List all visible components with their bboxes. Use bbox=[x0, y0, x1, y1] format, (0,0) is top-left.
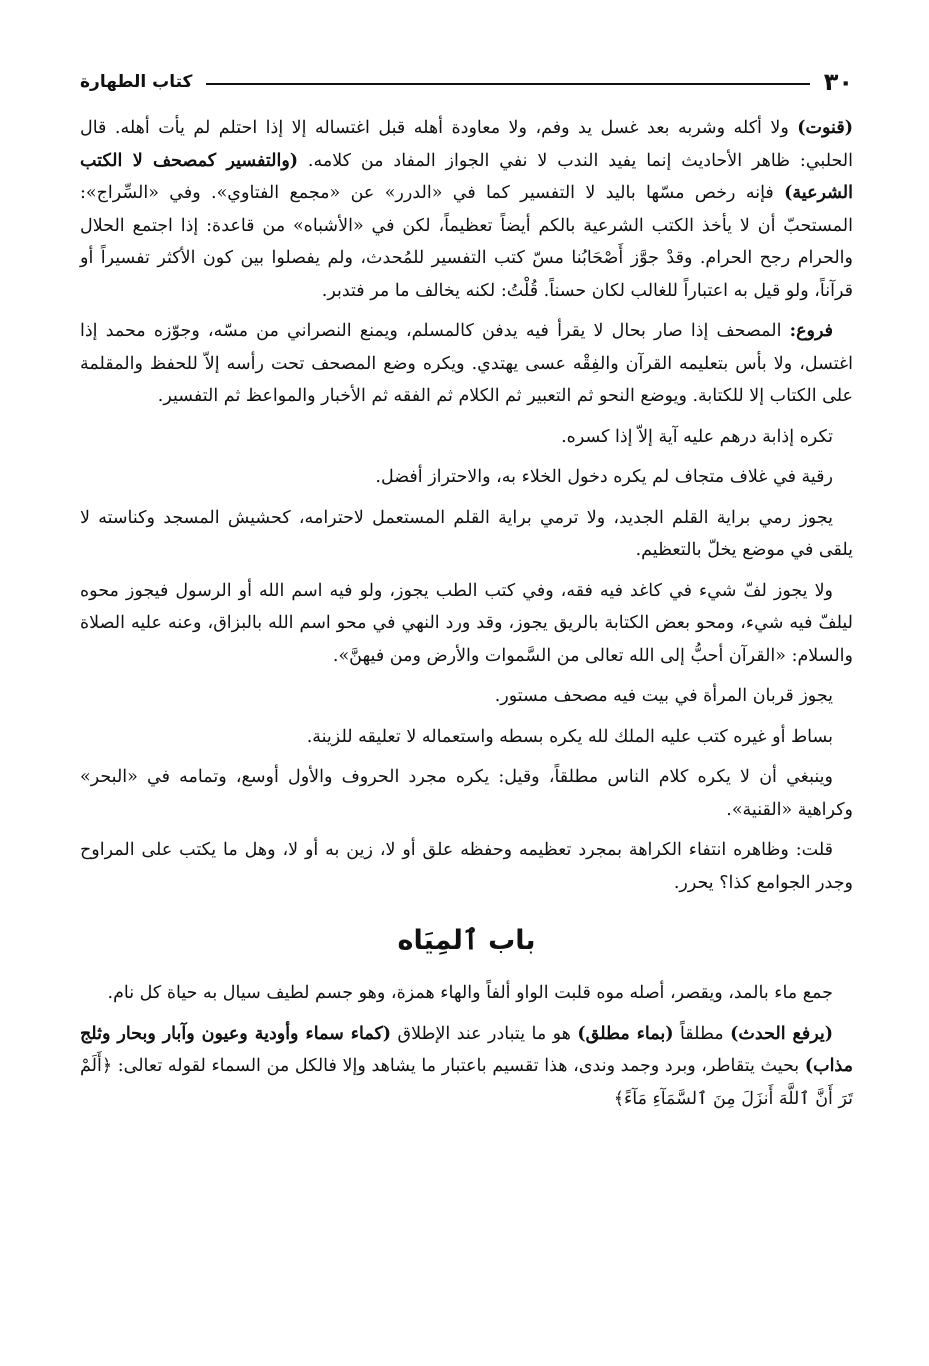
paragraph bbox=[80, 461, 853, 494]
paragraph bbox=[80, 112, 853, 307]
bold-phrase: (كماء سماء وأودية وعيون وآبار وبحار وثلج مذاب) bbox=[80, 1023, 853, 1076]
page-number: ٣٠ bbox=[823, 68, 853, 96]
text-run: المصحف إذا صار بحال لا يقرأ فيه يدفن كالمسلم، ويمنع النصراني من مسّه، وجوّزه محمد إذا اغتسل، ولا بأس بتعليمه القرآن والفِقْه عسى يهتدي. ويكره وضع المصحف تحت رأسه إلاّ للحفظ والمقلمة على الكتاب إلا للكتابة. ويوضع النحو ثم التعبير ثم الكلام ثم الفقه ثم الأخبار والمواعظ ثم التفسير. bbox=[80, 321, 853, 406]
text-run: هو ما يتبادر عند الإطلاق bbox=[391, 1023, 578, 1044]
bold-phrase: (يرفع الحدث) bbox=[730, 1023, 834, 1044]
text-run: تكره إذابة درهم عليه آية إلاّ إذا كسره. bbox=[561, 426, 833, 447]
paragraph bbox=[80, 721, 853, 754]
paragraph bbox=[80, 1018, 853, 1116]
text-run: ولا أكله وشربه بعد غسل يد وفم، ولا معاودة أهله قبل اغتساله إلا إذا احتلم لم يأت أهله. قال الحلبي: ظاهر الأحاديث إنما يفيد الندب لا نفي الجواز المفاد من كلامه. bbox=[80, 118, 853, 171]
text-run: يجوز قربان المرأة في بيت فيه مصحف مستور. bbox=[494, 686, 833, 706]
text-run: مطلقاً bbox=[673, 1023, 731, 1044]
running-title: كتاب الطهارة bbox=[80, 72, 193, 92]
bold-phrase: (والتفسير كمصحف لا الكتب الشرعية) bbox=[80, 150, 853, 203]
text-run: رقية في غلاف متجاف لم يكره دخول الخلاء به، والاحتراز أفضل. bbox=[375, 467, 833, 487]
paragraph bbox=[80, 421, 853, 454]
text-run: فإنه رخص مسّها باليد لا التفسير كما في «الدرر» عن «مجمع الفتاوي». وفي «السِّراج»: المستحبّ أن لا يأخذ الكتب الشرعية بالكم أيضاً تعظيماً، لكن في «الأشباه» من قاعدة: إذا اجتمع الحلال والحرام رجح الحرام. وقدْ جوَّز أَصْحَابُنا مسّ كتب التفسير للمُحدث، ولم يفصلوا بين كون الأكثر تفسيراً أو قرآناً، ولو قيل به اعتباراً للغالب لكان حسناً. قُلْتُ: لكنه يخالف ما مر فتدبر. bbox=[80, 183, 853, 301]
body-text bbox=[80, 112, 853, 899]
paragraph bbox=[80, 315, 853, 413]
text-run: جمع ماء بالمد، ويقصر، أصله موه قلبت الواو ألفاً والهاء همزة، وهو جسم لطيف سيال به حياة كل نام. bbox=[107, 983, 833, 1003]
text-run: وينبغي أن لا يكره كلام الناس مطلقاً، وقيل: يكره مجرد الحروف والأول أوسع، وتمامه في «البحر» وكراهية «القنية». bbox=[80, 767, 853, 820]
paragraph bbox=[80, 834, 853, 899]
bold-phrase: فروع: bbox=[789, 321, 833, 341]
text-run: ولا يجوز لفّ شيء في كاغد فيه فقه، وفي كتب الطب يجوز، ولو فيه اسم الله أو الرسول فيجوز محوه ليلفّ فيه شيء، ومحو بعض الكتابة بالريق يجوز، وقد ورد النهي في محو اسم الله بالبزاق، وعنه عليه الصلاة والسلام: «القرآن أحبُّ إلى الله تعالى من السَّموات والأرض ومن فيهنَّ». bbox=[80, 580, 853, 666]
paragraph bbox=[80, 977, 853, 1010]
text-run: يجوز رمي براية القلم الجديد، ولا ترمي براية القلم المستعمل لاحترامه، كحشيش المسجد وكناسته لا يلقى في موضع يخلّ بالتعظيم. bbox=[80, 507, 853, 560]
text-run: بساط أو غيره كتب عليه الملك لله يكره بسطه واستعماله لا تعليقه للزينة. bbox=[306, 726, 833, 747]
paragraph bbox=[80, 680, 853, 713]
paragraph bbox=[80, 761, 853, 826]
section-title: باب ٱلمِيَاه bbox=[397, 925, 536, 956]
text-run: قلت: وظاهره انتفاء الكراهة بمجرد تعظيمه وحفظه علق أو لا، زين به أو لا، وهل ما يكتب على المراوح وجدر الجوامع كذا؟ يحرر. bbox=[80, 840, 853, 893]
section-body-text bbox=[80, 977, 853, 1115]
paragraph bbox=[80, 575, 853, 673]
paragraph bbox=[80, 502, 853, 567]
bold-phrase: (قنوت) bbox=[797, 118, 853, 138]
header-rule bbox=[206, 83, 809, 85]
text-run: بحيث يتقاطر، وبرد وجمد وندى، هذا تقسيم باعتبار ما يشاهد وإلا فالكل من السماء لقوله تعالى: ﴿أَلَمْ تَرَ أَنَّ ٱللَّهَ أَنزَلَ مِنَ ٱلسَّمَآءِ مَآءً﴾ bbox=[80, 1056, 853, 1109]
bold-phrase: (بماء مطلق) bbox=[577, 1023, 674, 1044]
page-header bbox=[80, 62, 853, 102]
